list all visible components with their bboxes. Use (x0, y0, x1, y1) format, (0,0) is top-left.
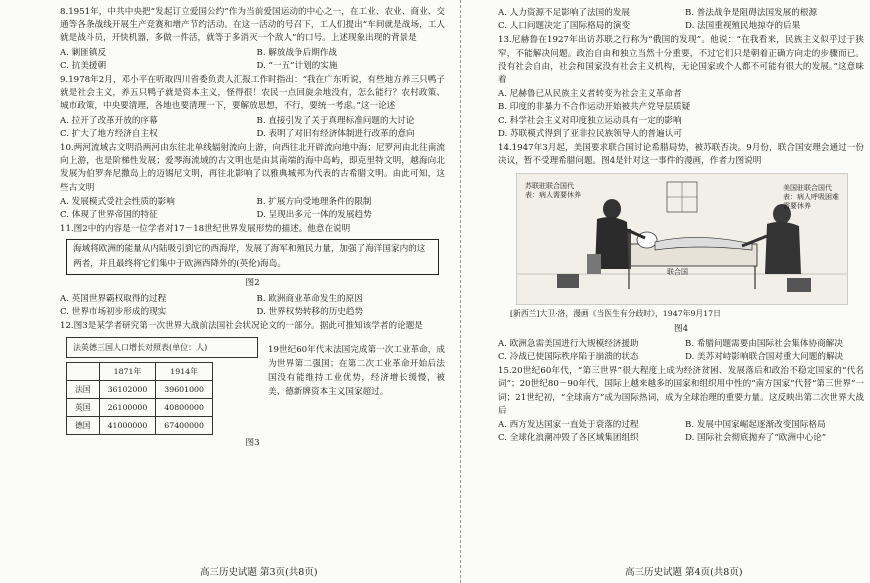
option-c: C. 科学社会主义对印度独立运动具有一定的影响 (498, 115, 682, 126)
page-divider (460, 0, 461, 583)
right-page (498, 6, 864, 446)
option-d: D. 苏联模式得到了亚非拉民族领导人的普遍认可 (498, 128, 682, 139)
population-table-block (66, 337, 258, 435)
table-row (67, 417, 213, 435)
option-b: B. 发展中国家崛起逐渐改变国际格局 (685, 420, 826, 431)
question-15 (498, 365, 864, 445)
cartoon-caption: [新西兰]大卫·洛，漫画《当医生有分歧时》，1947年9月17日 (510, 309, 721, 319)
option-c: C. 全球化浪潮冲毁了各区域集团组织 (498, 433, 639, 444)
table-cell: 39601000 (156, 381, 213, 399)
label-soviet-representative: 苏联驻联合国代表：病人需要休养 (525, 182, 581, 200)
options (498, 419, 864, 445)
option-a: A. 西方发达国家一直处于衰落的过程 (498, 420, 639, 431)
table-cell: 德国 (67, 417, 100, 435)
table-row (67, 399, 213, 417)
page-footer-left: 高三历史试题 第3页(共8页) (200, 566, 318, 578)
option-d: D. 世界权势转移的历史趋势 (256, 306, 364, 317)
label-us-representative: 美国驻联合国代表：病人呼吸困难需要休养 (783, 184, 839, 211)
option-b: B. 希腊问题需要由国际社会集体协商解决 (685, 338, 843, 349)
option-b: B. 印度的非暴力不合作运动开始被共产党导层质疑 (498, 102, 691, 113)
option-a: A. 欧洲急需美国进行大规模经济援助 (498, 338, 639, 349)
options (60, 47, 445, 73)
question-stem: 13.尼赫鲁在1927年出访苏联之行称为“俄国的发现”。他说：“在我看来，民族主义似乎过于狭窄，不能解决问题。政治自由和独立当然十分重要，不过它们只是朝着正确方向走的步骤而已。没有社会自由，社会和国家没有社会主义机构，无论国家或个人都不可能有很大的发展。”这意味着 (498, 35, 864, 86)
table-header: 1914年 (156, 363, 213, 381)
population-table (66, 362, 213, 435)
option-b: B. 直接引发了关于真理标准问题的大讨论 (256, 115, 415, 126)
question-stem: 15.20世纪60年代，“第三世界”很大程度上成为经济贫困、发展落后和政治不稳定国家的“代名词”；20世纪80－90年代，国际上越来越多的国家和组织用中性的“南方国家”代替“第三世界”一词；21世纪初，“全球南方”成为国际热词，成为全球治理的重要力量。这反映出第二次世界大战后 (498, 366, 864, 416)
figure-2-box: 海域将欧洲的能量从内陆吸引到它的西海岸，发展了海军和殖民力量，加强了海洋国家内的这两者，并且最终将它们集中于欧洲西降外的(英伦)海岛。 (66, 239, 439, 275)
question-stem: 10.两河流域古文明沿两河由东往北单线辐射流向上游，向西往北开辟流向地中海；尼罗河由北往南流向上游，也是阶梯性发展；爱琴海流域的古文明也是由其南端的海中岛屿，即克里特文明，越海向北发展为伯罗奔尼撒岛上的迈锡尼文明，再往北影响了以雅典城邦为代表的古希腊文明。由此可知，这些古文明 (60, 143, 445, 193)
table-cell: 26100000 (99, 399, 156, 417)
option-c: C. 抗美援朝 (60, 60, 107, 71)
table-row (67, 381, 213, 399)
table-header (67, 363, 100, 381)
options (498, 338, 864, 364)
table-cell: 法国 (67, 381, 100, 399)
option-d: D. 国际社会彻底抛弃了“欧洲中心论” (685, 433, 827, 444)
figure-3 (66, 337, 445, 435)
cartoon-image (516, 173, 848, 305)
figure-label: 图2 (245, 278, 260, 289)
option-b: B. 欧洲商业革命发生的原因 (256, 293, 363, 304)
table-header: 1871年 (99, 363, 156, 381)
option-a: A. 拉开了改革开放的序幕 (60, 115, 158, 126)
options (498, 88, 864, 141)
option-c: C. 扩大了地方经济自主权 (60, 128, 158, 139)
options (60, 196, 445, 222)
option-d: D. 法国重视殖民地掠夺的后果 (685, 21, 801, 32)
option-b: B. 解放战争后期作战 (256, 47, 338, 58)
table-title: 法英德三国人口增长对照表(单位：人) (66, 337, 258, 358)
option-b: B. 普法战争是阻碍法国发展的根源 (685, 8, 818, 18)
question-10 (60, 142, 445, 222)
table-cell: 41000000 (99, 417, 156, 435)
question-stem: 8.1951年，中共中央把“发起订立爱国公约”作为当前爱国运动的中心之一，在工业、农业、商业、交通等各条战线开展生产竞赛和增产节约活动。在这一活动的号召下，工人们提出“车间就是战场，工人就是战斗员，开快机器，多做一件活，就等于多消灭一个敌人”的口号。上述现象出现的背景是 (60, 7, 445, 44)
label-patient: 联合国 (667, 268, 688, 277)
option-c: C. 体现了世界帝国的特征 (60, 210, 158, 221)
option-a: A. 发展模式受社会性质的影响 (60, 196, 175, 207)
question-stem: 12.图3是某学者研究第一次世界大战前法国社会状况论文的一部分。据此可推知该学者的论题是 (60, 321, 423, 332)
option-c: C. 世界市场初步形成的现实 (60, 306, 167, 317)
option-d: D. 呈现出多元一体的发展趋势 (256, 210, 372, 221)
option-a: A. 英国世界霸权取得的过程 (60, 293, 167, 304)
figure-label: 图3 (245, 438, 260, 449)
options (60, 115, 445, 141)
option-a: A. 剿匪镇反 (60, 47, 107, 58)
table-cell: 英国 (67, 399, 100, 417)
option-c: C. 人口问题决定了国际格局的演变 (498, 21, 631, 32)
question-9 (60, 74, 445, 141)
question-stem: 9.1978年2月，邓小平在听取四川省委负责人汇报工作时指出：“我在广东听说，有些地方养三只鸭子就是社会主义，养五只鸭子就是资本主义，怪得很！农民一点回旋余地没有，怎么能行？农村政策、城市政策，中央要清理，各地也要清理一下，要解放思想，不行，要统一考虑。”这一论述 (60, 75, 445, 112)
option-b: B. 扩展方向受地理条件的限制 (256, 196, 372, 207)
table-cell: 67400000 (156, 417, 213, 435)
question-12-options (498, 7, 864, 33)
question-8 (60, 6, 445, 73)
question-11 (60, 223, 445, 319)
left-page (60, 6, 445, 453)
question-stem: 14.1947年3月起，美国要求联合国讨论希腊局势，被苏联否决。9月份，联合国安理会通过一份决议，暂不受理希腊问题。图4是针对这一事件的漫画，作者力图说明 (498, 143, 864, 167)
option-a: A. 尼赫鲁已从民族主义者转变为社会主义革命者 (498, 89, 682, 100)
table-header-row (67, 363, 213, 381)
question-13 (498, 34, 864, 141)
table-cell: 36102000 (99, 381, 156, 399)
option-c: C. 冷战已使国际秩序陷于崩溃的状态 (498, 352, 639, 363)
question-stem: 11.图2中的内容是一位学者对17－18世纪世界发展形势的描述。他意在说明 (60, 224, 351, 235)
option-d: D. 表明了对旧有经济体制进行改革的意向 (256, 128, 415, 139)
figure-3-text: 19世纪60年代末法国完成第一次工业革命，成为世界第二强国；在第二次工业革命开始后法国没有能维持工业优势，经济增长缓慢，被美、德新牌资本主义国家超过。 (268, 345, 445, 398)
question-12 (60, 320, 445, 451)
question-14 (498, 142, 864, 364)
table-cell: 40800000 (156, 399, 213, 417)
options (60, 293, 445, 319)
option-a: A. 人力资源不足影响了法国的发展 (498, 8, 630, 18)
figure-label: 图4 (673, 323, 689, 334)
option-d: D. “一五”计划的实施 (256, 60, 338, 71)
page-footer-right: 高三历史试题 第4页(共8页) (625, 566, 743, 578)
option-d: D. 美苏对峙影响联合国对重大问题的解决 (685, 352, 844, 363)
